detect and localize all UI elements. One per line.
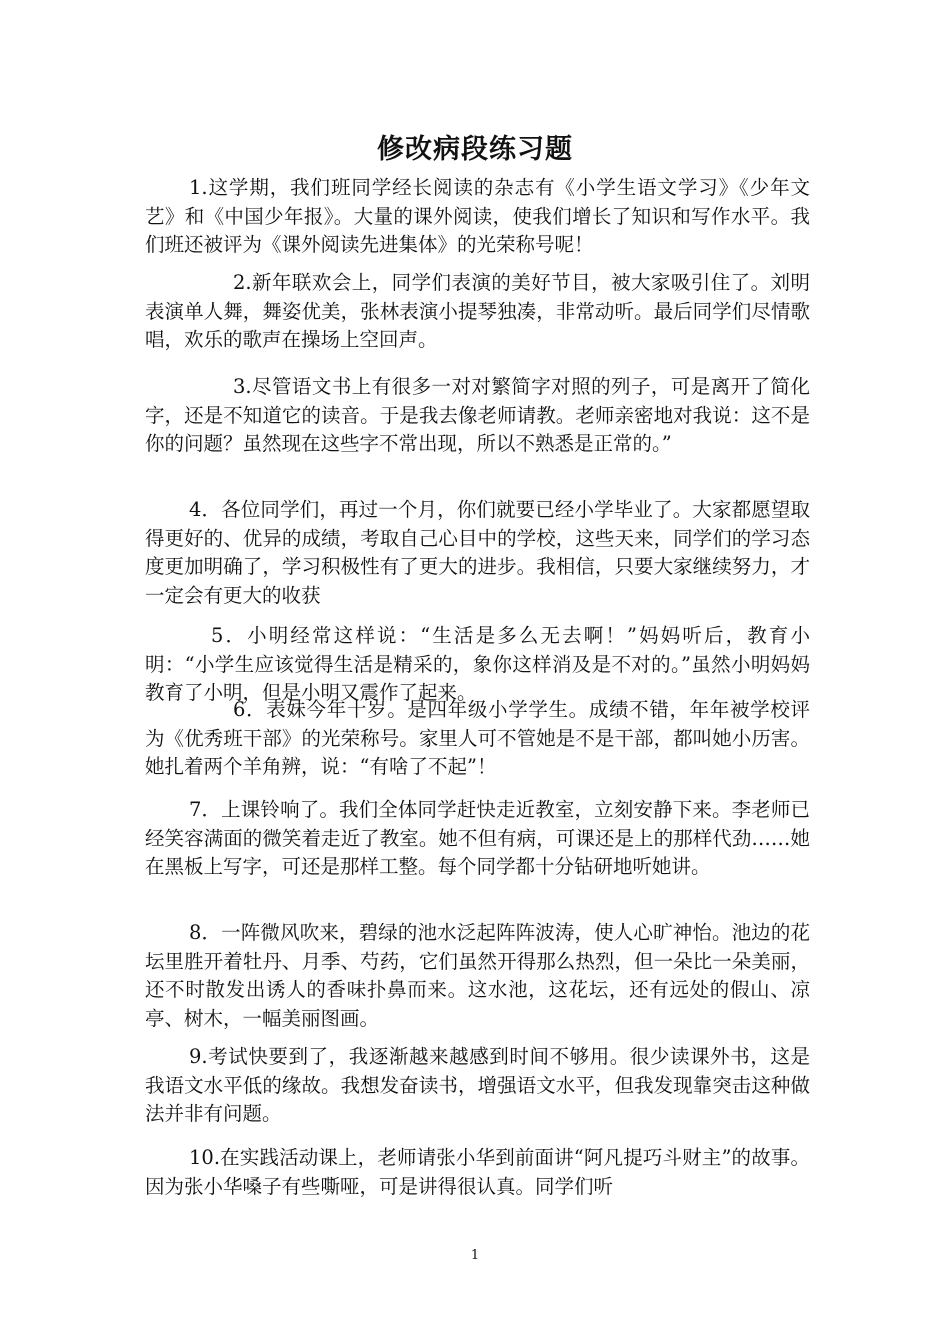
paragraph-4: 4．各位同学们，再过一个月，你们就要已经小学毕业了。大家都愿望取得更好的、优异的成绩，考取自己心目中的学校，这些天来，同学们的学习态度更加明确了，学习积极性有了更大的进步。我相信，只要大家继续努力，才一定会有更大的收获 [145,498,810,607]
paragraph-9: 9.考试快要到了，我逐渐越来越感到时间不够用。很少读课外书，这是我语文水平低的缘故。我想发奋读书，增强语文水平，但我发现靠突击这种做法并非有问题。 [145,1045,810,1125]
paragraph-8: 8．一阵微风吹来，碧绿的池水泛起阵阵波涛，使人心旷神怡。池边的花坛里胜开着牡丹、月季、芍药，它们虽然开得那么热烈，但一朵比一朵美丽，还不时散发出诱人的香味扑鼻而来。这水池，这花坛，还有远处的假山、凉亭、树木，一幅美丽图画。 [145,921,810,1030]
paragraph-5: 5．小明经常这样说：“生活是多么无去啊！”妈妈听后，教育小明：“小学生应该觉得生活是精采的，象你这样消及是不对的。”虽然小明妈妈教育了小明，但是小明又震作了起来。 [145,624,810,704]
page-number: 1 [470,1248,480,1263]
page-title: 修改病段练习题 [377,134,573,165]
paragraph-2: 2.新年联欢会上，同学们表演的美好节目，被大家吸引住了。刘明表演单人舞，舞姿优美，张林表演小提琴独凑，非常动听。最后同学们尽情歌唱，欢乐的歌声在操场上空回声。 [145,271,810,351]
paragraph-1: 1.这学期，我们班同学经长阅读的杂志有《小学生语文学习》《少年文艺》和《中国少年报》。大量的课外阅读，使我们增长了知识和写作水平。我们班还被评为《课外阅读先进集体》的光荣称号呢！ [145,176,810,256]
paragraph-3: 3.尽管语文书上有很多一对对繁简字对照的列子，可是离开了简化字，还是不知道它的读音。于是我去像老师请教。老师亲密地对我说：这不是你的问题？虽然现在这些字不常出现，所以不熟悉是正常的。” [145,375,810,455]
paragraph-6: 6．表妹今年十岁。是四年级小学学生。成绩不错，年年被学校评为《优秀班干部》的光荣称号。家里人可不管她是不是干部，都叫她小历害。她扎着两个羊角辨，说：“有啥了不起”！ [145,698,810,778]
paragraph-7: 7．上课铃响了。我们全体同学赶快走近教室，立刻安静下来。李老师已经笑容满面的微笑着走近了教室。她不但有病，可课还是上的那样代劲……她在黑板上写字，可还是那样工整。每个同学都十分钻研地听她讲。 [145,798,810,878]
paragraph-10: 10.在实践活动课上，老师请张小华到前面讲“阿凡提巧斗财主”的故事。因为张小华嗓子有些嘶哑，可是讲得很认真。同学们听 [145,1146,810,1198]
